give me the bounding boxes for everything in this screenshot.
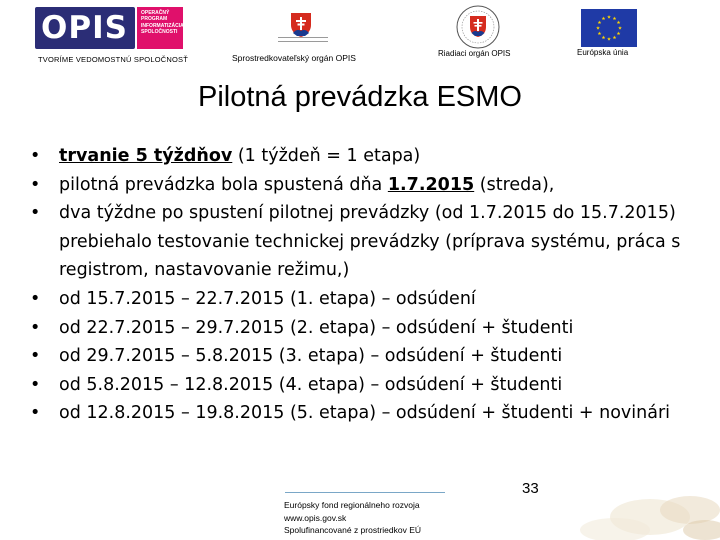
bullet-bold-text: 1.7.2015	[387, 174, 475, 195]
bullet-list	[30, 142, 690, 428]
opis-logo	[35, 7, 183, 49]
bullet-text: od 29.7.2015 – 5.8.2015 (3. etapa) – odsúdení + študenti	[59, 346, 563, 367]
bullet-text: (1 týždeň = 1 etapa)	[232, 146, 421, 166]
bullet-item: • od 12.8.2015 – 19.8.2015 (5. etapa) – odsúdení + študenti + novinári	[30, 403, 670, 424]
bullet-text: od 12.8.2015 – 19.8.2015 (5. etapa) – odsúdení + študenti + novinári	[59, 403, 670, 424]
bullet-text: dva týždne po spustení pilotnej prevádzky (od 1.7.2015 do 15.7.2015) prebiehalo testovanie technickej prevádzky (príprava systému, práca s registrom, nastavovanie režimu,)	[59, 203, 681, 281]
eu-label: Európska únia	[577, 48, 629, 57]
bullet-item: • od 22.7.2015 – 29.7.2015 (2. etapa) – odsúdení + študenti	[30, 317, 574, 338]
eu-flag-icon	[581, 9, 637, 47]
footer-text	[284, 499, 421, 537]
bullet-bold-text: trvanie 5 týždňov	[59, 146, 233, 166]
bullet-item: • od 15.7.2015 – 22.7.2015 (1. etapa) – odsúdení	[30, 288, 476, 309]
bullet-text: od 15.7.2015 – 22.7.2015 (1. etapa) – odsúdení	[59, 288, 476, 309]
bullet-prefix: pilotná prevádzka bola spustená dňa	[59, 174, 388, 195]
ministry-logo-lines	[278, 37, 328, 45]
bullet-text: od 22.7.2015 – 29.7.2015 (2. etapa) – odsúdení + študenti	[59, 317, 574, 338]
government-seal-icon	[455, 4, 501, 50]
bullet-item: • dva týždne po spustení pilotnej prevádzky (od 1.7.2015 do 15.7.2015) prebiehalo testovanie technickej prevádzky (príprava systému, práca s registrom, nastavovanie režimu,)	[30, 203, 681, 281]
opis-logo-text: OPIS	[41, 10, 128, 46]
bullet-item: • od 29.7.2015 – 5.8.2015 (3. etapa) – odsúdení + študenti	[30, 346, 563, 367]
bullet-text: od 5.8.2015 – 12.8.2015 (4. etapa) – odsúdení + študenti	[59, 374, 563, 395]
opis-logo-side	[137, 7, 183, 49]
slide-title: Pilotná prevádzka ESMO	[198, 81, 522, 113]
managing-authority-label: Riadiaci orgán OPIS	[438, 49, 511, 58]
page-number: 33	[522, 480, 539, 497]
footer-divider	[285, 492, 445, 493]
footer-line-1: Európsky fond regionálneho rozvoja	[284, 500, 420, 510]
coins-decoration-icon	[555, 455, 720, 540]
footer-line-2: www.opis.gov.sk	[284, 512, 347, 523]
intermediary-body-label: Sprostredkovateľský orgán OPIS	[232, 53, 356, 63]
bullet-item: • trvanie 5 týždňov (1 týždeň = 1 etapa)	[30, 146, 421, 166]
bullet-item: • pilotná prevádzka bola spustená dňa 1.7.2015 (streda),	[30, 174, 555, 195]
opis-logo-box	[35, 7, 135, 49]
bullet-text: (streda),	[474, 174, 555, 195]
footer-line-3: Spolufinancované z prostriedkov EÚ	[284, 525, 422, 535]
slovak-coat-of-arms-icon	[290, 12, 312, 38]
tagline: TVORÍME VEDOMOSTNÚ SPOLOČNOSŤ	[38, 55, 188, 64]
bullet-item: • od 5.8.2015 – 12.8.2015 (4. etapa) – odsúdení + študenti	[30, 374, 563, 395]
opis-logo-subtitle: OPERAČNÝ PROGRAM INFORMATIZÁCIA SPOLOČNOSTI	[141, 10, 184, 36]
